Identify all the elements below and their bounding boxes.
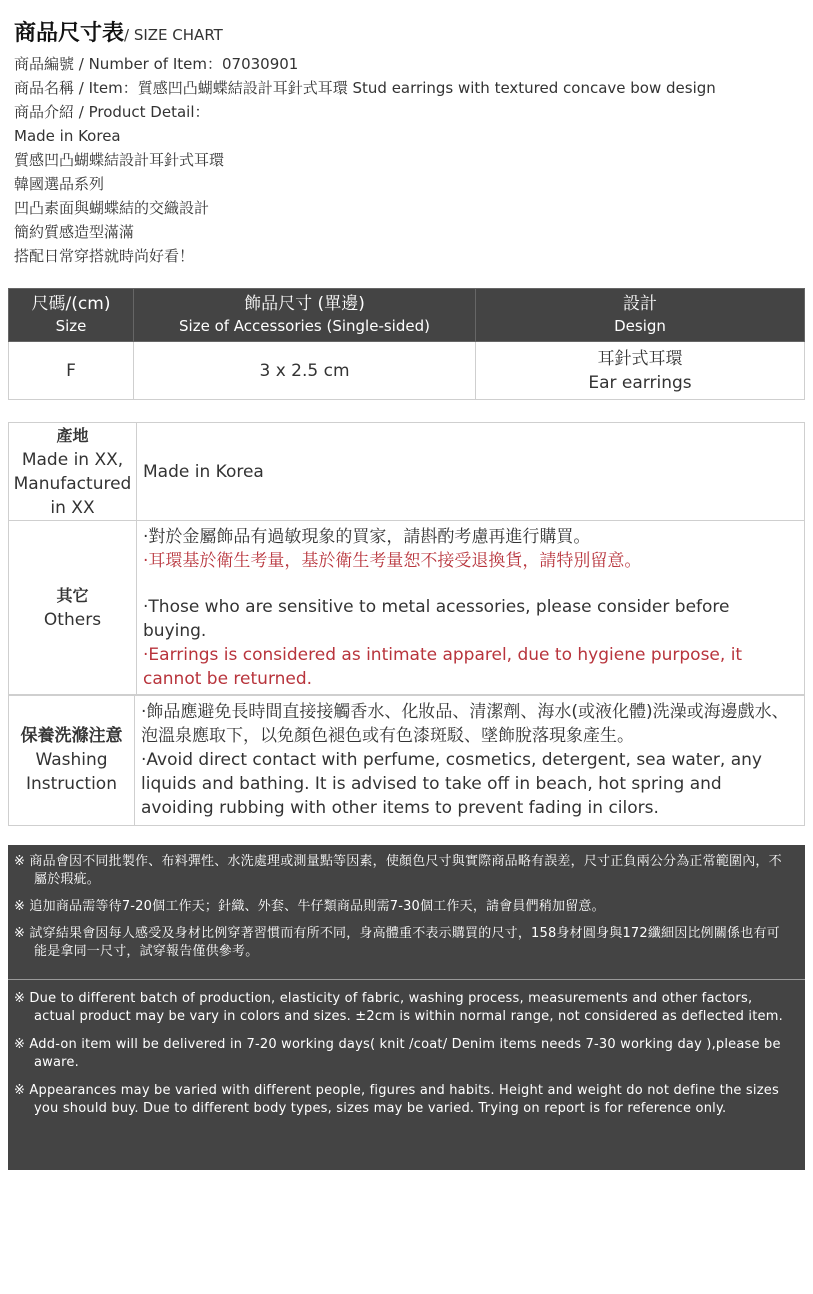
title-en: / SIZE CHART bbox=[124, 26, 223, 44]
note-item: ※ 商品會因不同批製作、布料彈性、水洗處理或測量點等因素，使顏色尺寸與實際商品略有誤差，尺寸正負兩公分為正常範圍內，不屬於瑕疵。 bbox=[14, 854, 782, 887]
allergy-note-en: ·Those who are sensitive to metal acessories, please consider before buying. bbox=[143, 597, 730, 641]
washing-label: 保養洗滌注意 Washing Instruction bbox=[9, 695, 135, 826]
washing-table bbox=[8, 694, 805, 826]
allergy-note-zh: ·對於金屬飾品有過敏現象的買家，請斟酌考慮再進行購買。 bbox=[143, 527, 591, 547]
table-row bbox=[9, 342, 805, 400]
page-title bbox=[14, 16, 223, 47]
others-row bbox=[9, 521, 805, 696]
notes-zh bbox=[8, 845, 805, 980]
others-label: 其它 Others bbox=[9, 521, 137, 696]
detail-line: 搭配日常穿搭就時尚好看！ bbox=[14, 247, 195, 265]
detail-line: 質感凹凸蝴蝶結設計耳針式耳環 bbox=[14, 151, 225, 169]
note-item: ※ Add-on item will be delivered in 7-20 working days( knit /coat/ Denim items needs 7-30 working day ),please be aware. bbox=[14, 1037, 781, 1070]
hygiene-note-en: ·Earrings is considered as intimate apparel, due to hygiene purpose, it cannot be returned. bbox=[143, 645, 743, 689]
origin-value: Made in Korea bbox=[137, 423, 805, 521]
notes-en bbox=[8, 980, 805, 1118]
header-design: 設計 Design bbox=[476, 289, 805, 342]
note-item: ※ Due to different batch of production, elasticity of fabric, washing process, measurements and other factors, actual product may be vary in colors and sizes. ±2cm is within normal range, not considered as deflected item. bbox=[14, 991, 783, 1024]
note-item: ※ 追加商品需等待7-20個工作天；針織、外套、牛仔類商品則需7-30個工作天，請會員們稍加留意。 bbox=[14, 899, 605, 914]
design-cell: 耳針式耳環 Ear earrings bbox=[476, 342, 805, 400]
size-cell: F bbox=[9, 342, 134, 400]
detail-line: 韓國選品系列 bbox=[14, 175, 105, 193]
hygiene-note-zh: ·耳環基於衛生考量，基於衛生考量恕不接受退換貨，請特別留意。 bbox=[143, 551, 642, 571]
note-item: ※ Appearances may be varied with different people, figures and habits. Height and weight do not define the sizes you should buy. Due to different body types, sizes may be varied. Trying on report is for reference only. bbox=[14, 1083, 779, 1116]
washing-text-en: ·Avoid direct contact with perfume, cosmetics, detergent, sea water, any liquids and bathing. It is advised to take off in beach, hot spring and avoiding rubbing with other items to prevent fading in cilors. bbox=[141, 750, 762, 818]
others-value bbox=[137, 521, 805, 696]
product-detail-label: 商品介紹 / Product Detail： bbox=[14, 103, 210, 121]
size-table-header bbox=[9, 289, 805, 342]
detail-line: Made in Korea bbox=[14, 127, 121, 145]
item-name: 商品名稱 / Item：質感凹凸蝴蝶結設計耳針式耳環 Stud earrings with textured concave bow design bbox=[14, 79, 716, 97]
origin-label: 產地 Made in XX, Manufactured in XX bbox=[9, 423, 137, 521]
washing-row bbox=[9, 695, 805, 826]
size-table bbox=[8, 288, 805, 400]
origin-others-table bbox=[8, 422, 805, 696]
header-size: 尺碼/(cm) Size bbox=[9, 289, 134, 342]
washing-text-zh: ·飾品應避免長時間直接接觸香水、化妝品、清潔劑、海水(或液化體)洗澡或海邊戲水、泡溫泉應取下，以免顏色褪色或有色漆斑駁、墜飾脫落現象產生。 bbox=[141, 702, 789, 746]
header-accessory-size: 飾品尺寸 (單邊) Size of Accessories (Single-sided) bbox=[134, 289, 476, 342]
title-zh: 商品尺寸表 bbox=[14, 21, 125, 46]
product-info bbox=[14, 52, 804, 268]
washing-value bbox=[135, 695, 805, 826]
dimension-cell: 3 x 2.5 cm bbox=[134, 342, 476, 400]
notes-panel bbox=[8, 845, 805, 1170]
item-number: 商品編號 / Number of Item：07030901 bbox=[14, 55, 299, 73]
detail-line: 凹凸素面與蝴蝶結的交織設計 bbox=[14, 199, 210, 217]
detail-line: 簡約質感造型滿滿 bbox=[14, 223, 135, 241]
origin-row bbox=[9, 423, 805, 521]
note-item: ※ 試穿結果會因每人感受及身材比例穿著習慣而有所不同，身高體重不表示購買的尺寸，158身材圓身與172纖細因比例關係也有可能是拿同一尺寸，試穿報告僅供參考。 bbox=[14, 926, 780, 959]
